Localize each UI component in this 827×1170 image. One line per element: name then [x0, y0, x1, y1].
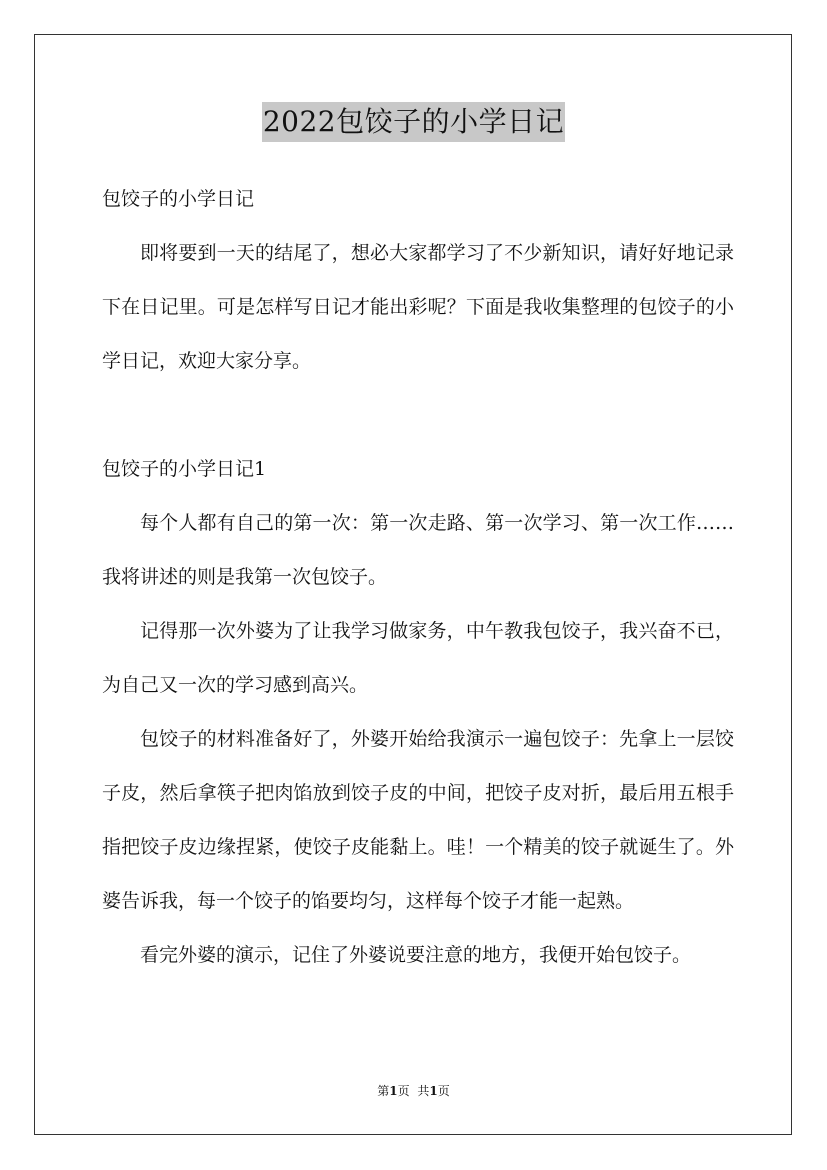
footer-page-number: 1 [389, 1084, 398, 1098]
document-subtitle: 包饺子的小学日记 [102, 188, 255, 210]
body-paragraph-1: 每个人都有自己的第一次：第一次走路、第一次学习、第一次工作……我将讲述的则是我第一次包饺子。 [102, 512, 734, 588]
document-title [0, 101, 827, 142]
section-heading: 包饺子的小学日记1 [102, 458, 267, 480]
footer-total-prefix: 共 [417, 1084, 430, 1098]
document-title-text: 2022包饺子的小学日记 [262, 102, 565, 142]
footer-total-suffix: 页 [437, 1084, 450, 1098]
body-paragraph-4: 看完外婆的演示，记住了外婆说要注意的地方，我便开始包饺子。 [140, 944, 692, 966]
page-footer [0, 1083, 827, 1099]
footer-page-suffix: 页 [397, 1084, 410, 1098]
footer-page-prefix: 第 [377, 1084, 390, 1098]
body-paragraph-2: 记得那一次外婆为了让我学习做家务，中午教我包饺子，我兴奋不已，为自己又一次的学习感到高兴。 [102, 620, 734, 696]
footer-total-pages: 1 [429, 1084, 438, 1098]
intro-paragraph: 即将要到一天的结尾了，想必大家都学习了不少新知识，请好好地记录下在日记里。可是怎样写日记才能出彩呢？下面是我收集整理的包饺子的小学日记，欢迎大家分享。 [102, 242, 734, 372]
document-body [102, 172, 734, 982]
body-paragraph-3: 包饺子的材料准备好了，外婆开始给我演示一遍包饺子：先拿上一层饺子皮，然后拿筷子把肉馅放到饺子皮的中间，把饺子皮对折，最后用五根手指把饺子皮边缘捏紧，使饺子皮能黏上。哇！一个精美的饺子就诞生了。外婆告诉我，每一个饺子的馅要均匀，这样每个饺子才能一起熟。 [102, 728, 734, 912]
